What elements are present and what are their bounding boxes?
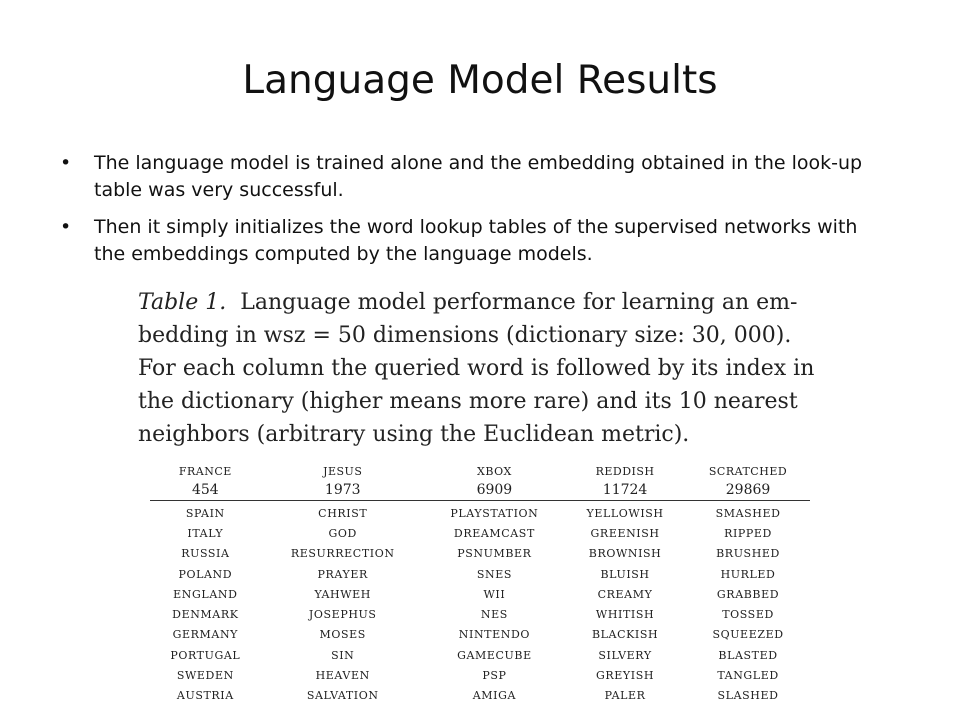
neighbor-cell: SPAIN	[185, 506, 225, 520]
neighbor-cell: BRUSHED	[716, 547, 780, 561]
table-row	[150, 665, 810, 685]
column-header: FRANCE	[178, 464, 232, 478]
table-row	[150, 625, 810, 645]
neighbor-cell: ITALY	[187, 526, 224, 540]
neighbor-cell: SLASHED	[717, 689, 779, 703]
neighbor-cell: GOD	[328, 526, 357, 540]
neighbor-cell: RIPPED	[724, 526, 772, 540]
neighbor-cell: GERMANY	[172, 628, 239, 642]
neighbor-cell: JOSEPHUS	[308, 608, 377, 622]
bullet-text: Then it simply initializes the word lookup tables of the supervised networks with the embeddings computed by the language models.	[94, 216, 858, 265]
neighbor-cell: BLACKISH	[591, 628, 659, 642]
table-row	[150, 645, 810, 665]
neighbor-cell: PSNUMBER	[457, 547, 532, 561]
neighbor-cell: MOSES	[319, 628, 366, 642]
caption-line: neighbors (arbitrary using the Euclidean metric).	[138, 422, 690, 447]
neighbor-cell: GREENISH	[590, 526, 660, 540]
bullet-item	[56, 150, 886, 204]
neighbor-cell: NINTENDO	[458, 628, 531, 642]
neighbor-cell: WHITISH	[595, 608, 655, 622]
table-figure	[138, 286, 838, 451]
word-index: 29869	[686, 480, 810, 501]
neighbor-cell: GREYISH	[596, 669, 655, 683]
index-row	[150, 480, 810, 501]
neighbor-cell: GRABBED	[716, 587, 780, 601]
table-caption	[138, 286, 838, 451]
caption-line: the dictionary (higher means more rare) and its 10 nearest	[138, 389, 798, 414]
caption-line	[138, 286, 838, 319]
index-body	[150, 480, 810, 501]
neighbor-cell: PSP	[482, 669, 507, 683]
bullet-dot-icon: •	[60, 216, 72, 238]
neighbor-cell: RESURRECTION	[290, 547, 395, 561]
neighbor-cell: BROWNISH	[588, 547, 662, 561]
bullet-item	[56, 214, 886, 268]
header-row	[150, 462, 810, 480]
word-index: 11724	[564, 480, 686, 501]
word-index: 454	[150, 480, 261, 501]
neighbor-cell: YAHWEH	[314, 587, 371, 601]
neighbor-cell: SWEDEN	[176, 669, 234, 683]
neighbors-body	[150, 501, 810, 706]
table-row	[150, 584, 810, 604]
table-row	[150, 523, 810, 543]
neighbor-cell: SNES	[476, 567, 512, 581]
caption-label: Table 1.	[138, 290, 227, 315]
neighbor-cell: WII	[483, 587, 506, 601]
table-row	[150, 686, 810, 706]
neighbor-cell: HURLED	[720, 567, 776, 581]
neighbor-cell: AMIGA	[472, 689, 517, 703]
neighbor-cell: ENGLAND	[173, 587, 238, 601]
neighbor-cell: CHRIST	[318, 506, 368, 520]
neighbor-cell: PRAYER	[317, 567, 368, 581]
bullet-dot-icon: •	[60, 152, 72, 174]
neighbor-cell: SALVATION	[306, 689, 379, 703]
neighbor-cell: BLUISH	[600, 567, 650, 581]
table-header	[150, 462, 810, 480]
nearest-neighbors-table	[150, 462, 810, 706]
neighbor-cell: SQUEEZED	[712, 628, 784, 642]
word-index: 6909	[425, 480, 564, 501]
column-header: JESUS	[323, 464, 363, 478]
neighbor-cell: PALER	[604, 689, 646, 703]
caption-line: For each column the queried word is followed by its index in	[138, 356, 815, 381]
neighbor-cell: AUSTRIA	[176, 689, 234, 703]
neighbor-cell: SIN	[331, 648, 355, 662]
neighbor-cell: POLAND	[178, 567, 233, 581]
table-row	[150, 604, 810, 624]
neighbor-cell: HEAVEN	[315, 669, 370, 683]
caption-line-text: Language model performance for learning an em-	[240, 290, 798, 315]
word-index: 1973	[261, 480, 425, 501]
neighbor-cell: BLASTED	[718, 648, 778, 662]
column-header: REDDISH	[595, 464, 655, 478]
bullet-text: The language model is trained alone and the embedding obtained in the look-up table was very successful.	[94, 152, 863, 201]
slide-title: Language Model Results	[242, 58, 718, 103]
neighbor-cell: TOSSED	[722, 608, 774, 622]
bullet-list	[56, 150, 886, 278]
neighbor-cell: GAMECUBE	[457, 648, 532, 662]
caption-line: bedding in wsz = 50 dimensions (dictionary size: 30, 000).	[138, 323, 792, 348]
neighbor-cell: NES	[480, 608, 508, 622]
neighbor-cell: PORTUGAL	[170, 648, 241, 662]
neighbor-cell: SMASHED	[715, 506, 781, 520]
neighbor-cell: RUSSIA	[181, 547, 230, 561]
column-header: SCRATCHED	[708, 464, 788, 478]
table-row	[150, 564, 810, 584]
neighbor-cell: DREAMCAST	[453, 526, 535, 540]
neighbor-cell: YELLOWISH	[586, 506, 664, 520]
neighbor-cell: SILVERY	[598, 648, 652, 662]
table-row	[150, 501, 810, 524]
neighbor-cell: DENMARK	[172, 608, 239, 622]
neighbor-cell: TANGLED	[717, 669, 779, 683]
neighbor-cell: PLAYSTATION	[450, 506, 539, 520]
column-header: XBOX	[477, 464, 512, 478]
neighbor-cell: CREAMY	[597, 587, 653, 601]
table-row	[150, 544, 810, 564]
